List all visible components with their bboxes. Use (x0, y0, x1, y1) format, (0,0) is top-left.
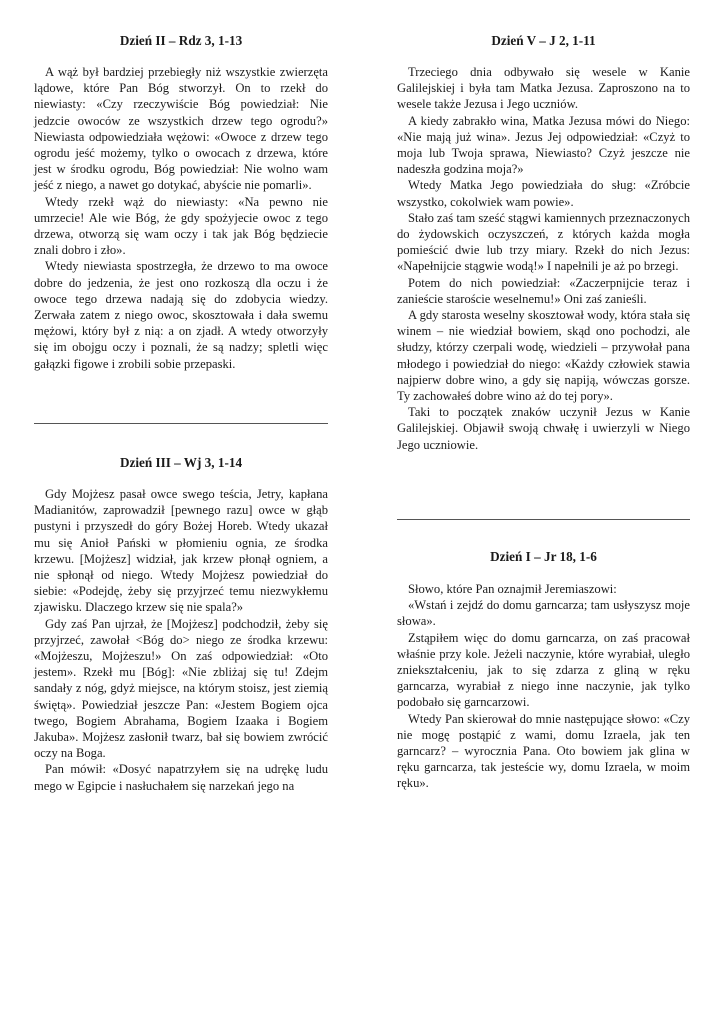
heading-day-2: Dzień II – Rdz 3, 1-13 (119, 33, 243, 48)
paragraph: A wąż był bardziej przebiegły niż wszystkie zwierzęta lądowe, które Pan Bóg stworzył. On to rzekł do niewiasty: «Czy rzeczywiście Bóg powiedział: Nie jedzcie owoców ze wszystkich drzew tego ogrodu?» Niewiasta odpowiedziała wężowi: «Owoce z drzew tego ogrodu jeść możemy, tylko o owocach z drzewa, które jest w środku ogrodu, Bóg powiedział: Nie wolno wam jeść z niego, a nawet go dotykać, abyście nie pomarli». (34, 65, 328, 193)
paragraph: Wtedy niewiasta spostrzegła, że drzewo to ma owoce dobre do jedzenia, że jest ono rozkoszą dla oczu i że owoce tego drzewa nadają się do zdobycia wiedzy. Zerwała zatem z niego owoc, skosztowała i dała swemu mężowi, który był z nią: a on zjadł. A wtedy otworzyły się im obojgu oczy i poznali, że są nadzy; spletli więc gałązki figowe i zrobili sobie przepaski. (34, 259, 328, 371)
paragraph: Wtedy rzekł wąż do niewiasty: «Na pewno nie umrzecie! Ale wie Bóg, że gdy spożyjecie owoc z tego drzewa, otworzą się wam oczy i tak jak Bóg będziecie znali dobro i zło». (34, 194, 328, 258)
heading-day-3: Dzień III – Wj 3, 1-14 (119, 455, 243, 470)
paragraph: Taki to początek znaków uczynił Jezus w Kanie Galilejskiej. Objawił swoją chwałę i uwierzyli w Niego Jego uczniowie. (397, 405, 690, 452)
paragraph: Pan mówił: «Dosyć napatrzyłem się na udrękę ludu mego w Egipcie i nasłuchałem się narzekań jego na (34, 762, 328, 793)
paragraph: A gdy starosta weselny skosztował wody, która stała się winem – nie wiedział bowiem, skąd ono pochodzi, ale słudzy, którzy czerpali wodę, wiedzieli – przywołał pana młodego i powiedział do niego: «Każdy człowiek stawia najpierw dobre wino, a gdy się napiją, wówczas gorsze. Ty zachowałeś dobre wino aż do tej pory». (397, 308, 690, 404)
paragraph: Wtedy Pan skierował do mnie następujące słowo: «Czy nie mogę postąpić z wami, domu Izraela, jak ten garncarz? – wyrocznia Pana. Oto bowiem jak glina w ręku garncarza, tak jesteście wy, domu Izraela, w moim ręku». (397, 711, 690, 791)
heading-day-1: Dzień I – Jr 18, 1-6 (490, 549, 597, 564)
reading-day-3 (34, 486, 328, 794)
heading-day-5: Dzień V – J 2, 1-11 (491, 33, 596, 48)
paragraph: Gdy Mojżesz pasał owce swego teścia, Jetry, kapłana Madianitów, zaprowadził [pewnego razu] owce w głąb pustyni i przyszedł do góry Bożej Horeb. Wtedy ukazał mu się Anioł Pański w płomieniu ognia, ze środka krzewu. [Mojżesz] widział, jak krzew płonął ogniem, a nie spłonął od niego. Wtedy Mojżesz powiedział do siebie: «Podejdę, żeby się przyjrzeć temu niezwykłemu zjawisku. Dlaczego krzew się nie spala?» (34, 487, 328, 615)
paragraph: Zstąpiłem więc do domu garncarza, on zaś pracował właśnie przy kole. Jeżeli naczynie, które wyrabiał, uległo zniekształceniu, jak to się zdarza z gliną w ręku garncarza, wyrabiał z niego inne naczynie, jak tylko podobało się garncarzowi. (397, 630, 690, 710)
reading-day-1 (397, 581, 690, 792)
section-divider (397, 519, 690, 520)
paragraph: A kiedy zabrakło wina, Matka Jezusa mówi do Niego: «Nie mają już wina». Jezus Jej odpowiedział: «Czyż to moja lub Twoja sprawa, Niewiasto? Czyż jeszcze nie nadeszła godzina moja?» (397, 113, 690, 177)
paragraph: Wtedy Matka Jego powiedziała do sług: «Zróbcie wszystko, cokolwiek wam powie». (397, 178, 690, 209)
reading-day-2 (34, 64, 328, 372)
paragraph: Potem do nich powiedział: «Zaczerpnijcie teraz i zanieście staroście weselnemu!» Oni zaś zanieśli. (397, 275, 690, 306)
section-divider (34, 423, 328, 424)
reading-day-5 (397, 64, 690, 453)
paragraph: Trzeciego dnia odbywało się wesele w Kanie Galilejskiej i była tam Matka Jezusa. Zaproszono na to wesele także Jezusa i Jego uczniów. (397, 65, 690, 112)
paragraph: «Wstań i zejdź do domu garncarza; tam usłyszysz moje słowa». (397, 598, 690, 629)
paragraph: Słowo, które Pan oznajmił Jeremiaszowi: (408, 582, 617, 596)
paragraph: Gdy zaś Pan ujrzał, że [Mojżesz] podchodził, żeby się przyjrzeć, zawołał <Bóg do> niego ze środka krzewu: «Mojżeszu, Mojżeszu!» On zaś odpowiedział: «Oto jestem». Rzekł mu [Bóg]: «Nie zbliżaj się tu! Zdejm sandały z nóg, gdyż miejsce, na którym stoisz, jest ziemią świętą». Powiedział jeszcze Pan: «Jestem Bogiem ojca twego, Bogiem Abrahama, Bogiem Izaaka i Bogiem Jakuba». Mojżesz zasłonił twarz, bał się bowiem zwrócić oczy na Boga. (34, 616, 328, 761)
paragraph: Stało zaś tam sześć stągwi kamiennych przeznaczonych do żydowskich oczyszczeń, z których każda mogła pomieścić dwie lub trzy miary. Rzekł do nich Jezus: «Napełnijcie stągwie wodą!» I napełnili je aż po brzegi. (397, 210, 690, 274)
